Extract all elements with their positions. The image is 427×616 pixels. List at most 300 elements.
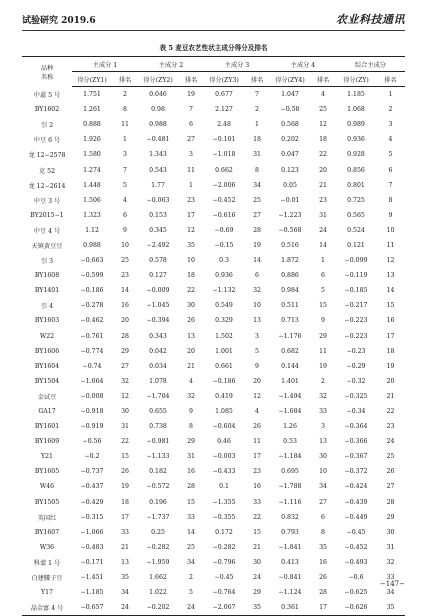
variety-header-line1: 品种: [40, 64, 54, 72]
table-cell: −0.452: [212, 196, 236, 204]
variety-name-cell: 英国红: [37, 514, 57, 522]
variety-header: [22, 57, 72, 87]
variety-name-cell: W22: [39, 332, 55, 340]
table-cell: 31: [187, 453, 195, 461]
table-cell: 35: [187, 241, 195, 249]
table-cell: 16: [386, 317, 395, 325]
table-row: [22, 525, 405, 540]
table-cell: 26: [121, 468, 129, 476]
table-cell: −0.452: [344, 543, 368, 551]
table-cell: 1.001: [215, 347, 233, 355]
table-cell: −0.572: [146, 483, 170, 491]
table-cell: −0.45: [214, 574, 234, 582]
table-cell: 21: [253, 543, 261, 551]
table-cell: 23: [121, 272, 129, 280]
table-row: [22, 193, 405, 208]
table-cell: −0.009: [146, 287, 170, 295]
variety-name-cell: 中蕊 5 号: [33, 91, 61, 99]
table-cell: −0.364: [344, 423, 368, 431]
table-cell: 1.078: [149, 377, 167, 385]
table-cell: 0.725: [347, 196, 365, 204]
variety-name-cell: 科蒙 1 号: [33, 559, 61, 567]
table-cell: 12: [386, 257, 395, 265]
table-cell: 0.988: [149, 121, 167, 129]
table-cell: −0.433: [212, 468, 236, 476]
table-cell: 34: [253, 181, 261, 189]
table-cell: −0.29: [346, 362, 366, 370]
table-cell: 0.565: [347, 211, 365, 219]
table-row: [22, 600, 405, 616]
table-row: [22, 298, 405, 313]
table-cell: 5: [321, 287, 325, 295]
variety-name-cell: BY1602: [34, 106, 60, 114]
table-cell: 0.549: [215, 302, 233, 310]
variety-name-cell: 引 4: [40, 303, 54, 311]
table-cell: −0.919: [80, 423, 104, 431]
variety-name-cell: BY1504: [34, 377, 60, 385]
table-cell: 16: [121, 302, 129, 310]
table-cell: 0.419: [215, 392, 233, 400]
table-cell: 9: [321, 317, 325, 325]
table-cell: −0.186: [212, 377, 236, 385]
table-cell: 18: [319, 136, 327, 144]
table-row: [22, 359, 405, 374]
table-cell: −0.493: [344, 558, 368, 566]
table-cell: 0.988: [83, 241, 101, 249]
table-cell: 26: [319, 574, 327, 582]
table-cell: −0.372: [344, 468, 368, 476]
table-cell: 29: [386, 513, 395, 521]
table-cell: 19: [121, 483, 129, 491]
table-cell: 30: [253, 558, 261, 566]
table-cell: 17: [253, 453, 261, 461]
table-cell: −0.45: [346, 528, 366, 536]
table-cell: 20: [319, 166, 327, 174]
sub-header: 排名: [310, 72, 336, 87]
table-row: [22, 374, 405, 389]
table-cell: 29: [253, 589, 261, 597]
variety-name-cell: BY1401: [34, 287, 60, 295]
table-cell: 30: [121, 408, 129, 416]
table-cell: 7: [255, 91, 259, 99]
variety-name-cell: 克 52: [38, 167, 56, 175]
table-cell: 10: [187, 257, 195, 265]
page-number: −147−: [379, 580, 405, 588]
page-header: [22, 10, 405, 31]
table-cell: −1.185: [80, 589, 104, 597]
table-cell: 0.042: [149, 347, 167, 355]
table-cell: 34: [187, 558, 195, 566]
table-row: [22, 238, 405, 253]
table-row: [22, 389, 405, 404]
table-cell: 35: [319, 543, 327, 551]
table-cell: 8: [189, 423, 193, 431]
table-row: [22, 419, 405, 434]
table-cell: 27: [121, 362, 129, 370]
table-cell: 12: [253, 392, 261, 400]
table-row: [22, 178, 405, 193]
table-cell: 1.068: [347, 106, 365, 114]
table-cell: −0.764: [212, 589, 236, 597]
table-cell: −0.32: [346, 377, 366, 385]
table-cell: 0.886: [281, 272, 299, 280]
variety-name-cell: BY1603: [34, 317, 60, 325]
table-cell: −1.018: [212, 151, 236, 159]
table-cell: 17: [121, 513, 129, 521]
table-cell: −2.492: [146, 241, 170, 249]
table-cell: 21: [121, 543, 129, 551]
table-cell: −1.451: [80, 574, 104, 582]
table-cell: 23: [386, 423, 395, 431]
group-header: 主成分 1: [72, 57, 138, 72]
table-cell: −0.394: [146, 317, 170, 325]
variety-name-cell: W36: [39, 543, 55, 551]
table-cell: 7: [189, 106, 193, 114]
sub-header: 排名: [376, 72, 405, 87]
table-cell: 12: [187, 226, 195, 234]
table-cell: 1.261: [83, 106, 101, 114]
table-cell: 1: [321, 257, 325, 265]
table-cell: −0.481: [146, 136, 170, 144]
table-cell: 20: [187, 347, 195, 355]
table-cell: 9: [388, 211, 393, 219]
table-cell: −0.429: [80, 498, 104, 506]
table-cell: −0.282: [212, 543, 236, 551]
table-cell: 32: [187, 392, 195, 400]
table-cell: 0.46: [217, 438, 231, 446]
table-cell: −1.176: [278, 332, 302, 340]
table-cell: 6: [321, 272, 325, 280]
table-cell: 13: [121, 558, 129, 566]
table-cell: 0.127: [149, 272, 167, 280]
table-cell: 28: [187, 483, 195, 491]
table-cell: 1: [189, 181, 193, 189]
table-cell: 19: [386, 362, 395, 370]
variety-name-cell: 中豆 4 号: [33, 227, 61, 235]
table-cell: 4: [388, 136, 393, 144]
table-cell: −0.737: [80, 468, 104, 476]
table-cell: −0.796: [212, 558, 236, 566]
table-cell: 0.153: [149, 211, 167, 219]
table-row: [22, 147, 405, 162]
table-row: [22, 313, 405, 328]
table-cell: 19: [253, 241, 261, 249]
table-cell: 32: [386, 558, 395, 566]
table-row: [22, 208, 405, 223]
table-row: [22, 329, 405, 344]
table-cell: −0.439: [344, 498, 368, 506]
table-cell: 26: [253, 423, 261, 431]
table-cell: 11: [121, 121, 129, 129]
table-cell: −0.568: [278, 226, 302, 234]
table-row: [22, 464, 405, 479]
variety-name-cell: BY1607: [34, 528, 60, 536]
variety-name-cell: GA17: [38, 408, 56, 416]
score-table: [22, 56, 405, 616]
table-cell: −0.626: [344, 604, 368, 612]
table-row: [22, 449, 405, 464]
table-cell: 1: [388, 91, 393, 99]
table-cell: −1.133: [146, 453, 170, 461]
table-cell: 0.25: [151, 528, 165, 536]
variety-name-cell: BY1608: [34, 272, 60, 280]
table-cell: 2: [189, 574, 193, 582]
table-cell: −0.449: [344, 513, 368, 521]
table-cell: 23: [187, 196, 195, 204]
table-cell: 1.506: [83, 196, 101, 204]
table-cell: −0.063: [146, 196, 170, 204]
variety-name-cell: Y17: [41, 589, 53, 597]
table-cell: −0.23: [346, 347, 366, 355]
table-cell: 0.144: [281, 362, 299, 370]
table-cell: 18: [187, 272, 195, 280]
table-cell: −1.064: [80, 377, 104, 385]
table-cell: −0.282: [146, 543, 170, 551]
sub-header: 得分(ZY): [336, 72, 376, 87]
table-cell: 27: [253, 211, 261, 219]
table-cell: 2: [255, 106, 259, 114]
variety-name-cell: BY1606: [34, 347, 60, 355]
table-cell: 3: [388, 121, 393, 129]
table-cell: 1.872: [281, 257, 299, 265]
table-cell: 0.3: [219, 257, 229, 265]
table-cell: −1.737: [146, 513, 170, 521]
table-cell: 0.345: [149, 226, 167, 234]
table-cell: 11: [319, 347, 327, 355]
table-row: [22, 87, 405, 103]
table-cell: 7: [123, 166, 127, 174]
table-cell: −0.981: [146, 438, 170, 446]
table-cell: −0.663: [80, 257, 104, 265]
variety-name-cell: 晶金富 4 号: [30, 605, 64, 613]
table-cell: −0.223: [344, 317, 368, 325]
table-cell: 1.26: [283, 423, 297, 431]
variety-header-line2: 名称: [40, 73, 54, 81]
table-cell: 11: [187, 166, 195, 174]
table-cell: 21: [319, 181, 327, 189]
table-cell: −0.599: [80, 272, 104, 280]
table-cell: 10: [253, 302, 261, 310]
table-cell: 0.655: [149, 408, 167, 416]
table-cell: 34: [121, 589, 129, 597]
table-cell: 1.662: [149, 574, 167, 582]
table-cell: −1.045: [146, 302, 170, 310]
table-row: [22, 540, 405, 555]
table-cell: 12: [319, 121, 327, 129]
table-cell: −0.315: [80, 513, 104, 521]
table-cell: 18: [253, 136, 261, 144]
table-cell: 0.182: [149, 468, 167, 476]
table-cell: 32: [121, 377, 129, 385]
table-cell: 14: [121, 287, 129, 295]
table-cell: 0.713: [281, 317, 299, 325]
table-cell: 25: [386, 453, 395, 461]
table-cell: 1.448: [83, 181, 101, 189]
table-cell: 28: [319, 589, 327, 597]
table-cell: 22: [319, 151, 327, 159]
table-cell: −0.171: [80, 558, 104, 566]
table-cell: 25: [253, 196, 261, 204]
table-cell: 9: [123, 226, 127, 234]
table-cell: 13: [253, 317, 261, 325]
table-cell: 10: [121, 241, 129, 249]
table-cell: 10: [386, 226, 395, 234]
table-cell: 4: [123, 196, 127, 204]
table-cell: 33: [187, 513, 195, 521]
table-cell: 14: [253, 257, 261, 265]
table-cell: 22: [121, 438, 129, 446]
table-cell: 5: [388, 151, 393, 159]
table-cell: 17: [187, 211, 195, 219]
table-cell: 4: [321, 91, 325, 99]
table-cell: 0.196: [149, 498, 167, 506]
table-cell: 20: [253, 377, 261, 385]
table-cell: 29: [319, 332, 327, 340]
table-cell: 0.989: [347, 121, 365, 129]
table-cell: 26: [386, 468, 395, 476]
table-cell: 32: [253, 287, 261, 295]
table-cell: 28: [121, 332, 129, 340]
sub-header: 得分(ZY2): [138, 72, 178, 87]
table-cell: −0.34: [346, 408, 366, 416]
table-cell: 15: [386, 302, 395, 310]
table-cell: −2.067: [212, 604, 236, 612]
table-cell: 24: [253, 574, 261, 582]
table-row: [22, 434, 405, 449]
table-cell: −0.657: [80, 604, 104, 612]
table-cell: 4: [255, 408, 259, 416]
table-cell: −0.325: [344, 392, 368, 400]
table-cell: 15: [319, 302, 327, 310]
table-cell: 12: [121, 392, 129, 400]
table-cell: 30: [187, 302, 195, 310]
table-cell: 1.047: [281, 91, 299, 99]
table-row: [22, 117, 405, 132]
table-cell: 13: [386, 272, 395, 280]
variety-name-cell: 天镇黄豆豆: [31, 242, 63, 250]
table-cell: 8: [123, 106, 127, 114]
table-cell: 0.936: [347, 136, 365, 144]
table-cell: −1.494: [278, 392, 302, 400]
table-cell: 13: [187, 332, 195, 340]
table-cell: 0.034: [149, 362, 167, 370]
table-cell: 0.123: [281, 166, 299, 174]
table-cell: −0.437: [80, 483, 104, 491]
sub-header: 得分(ZY1): [72, 72, 112, 87]
table-cell: 1.926: [83, 136, 101, 144]
table-cell: 15: [253, 528, 261, 536]
variety-name-cell: 龙 12−2614: [28, 182, 66, 190]
table-cell: 33: [121, 528, 129, 536]
table-cell: −0.185: [344, 287, 368, 295]
table-cell: 10: [319, 468, 327, 476]
table-cell: 1.502: [215, 332, 233, 340]
table-cell: 0.568: [281, 121, 299, 129]
table-cell: 23: [253, 468, 261, 476]
table-cell: 33: [319, 408, 327, 416]
table-cell: 0.361: [281, 604, 299, 612]
table-cell: −0.008: [80, 392, 104, 400]
sub-header: 排名: [178, 72, 204, 87]
table-row: [22, 223, 405, 238]
table-cell: 1.022: [149, 589, 167, 597]
table-cell: 2: [388, 106, 393, 114]
table-row: [22, 510, 405, 525]
table-cell: 1.401: [281, 377, 299, 385]
table-cell: 25: [187, 543, 195, 551]
table-cell: 0.046: [149, 91, 167, 99]
table-cell: 3: [189, 151, 193, 159]
table-cell: 14: [187, 528, 195, 536]
table-cell: 0.928: [347, 151, 365, 159]
table-cell: 0.05: [283, 181, 297, 189]
table-cell: 28: [253, 226, 261, 234]
table-cell: −1.066: [80, 528, 104, 536]
variety-name-cell: Y21: [41, 453, 53, 461]
table-cell: 31: [319, 211, 327, 219]
table-cell: 20: [386, 377, 395, 385]
table-cell: 1.580: [83, 151, 101, 159]
table-cell: 32: [319, 392, 327, 400]
table-cell: 1.751: [83, 91, 101, 99]
table-caption: 表 5 麦豆农艺性状主成分得分及排名: [159, 44, 268, 52]
table-cell: 0.524: [347, 226, 365, 234]
table-cell: 23: [319, 196, 327, 204]
table-body: [22, 87, 405, 616]
table-cell: 24: [121, 604, 129, 612]
table-cell: −1.841: [278, 543, 302, 551]
table-cell: −0.483: [80, 543, 104, 551]
journal-logo: 农业科技通讯: [336, 13, 405, 26]
group-header: 主成分 4: [270, 57, 336, 72]
table-cell: 34: [386, 589, 395, 597]
variety-name-cell: BY1609: [34, 438, 60, 446]
sub-header: 得分(ZY3): [204, 72, 244, 87]
table-cell: 1.12: [85, 226, 99, 234]
table-cell: 0.511: [281, 302, 299, 310]
table-cell: −0.2: [84, 453, 100, 461]
table-cell: −0.774: [80, 347, 104, 355]
table-cell: 6: [123, 211, 127, 219]
group-header: 主成分 2: [138, 57, 204, 72]
table-cell: 1.343: [149, 151, 167, 159]
table-cell: −1.223: [278, 211, 302, 219]
table-cell: −1.116: [278, 498, 302, 506]
table-cell: 0.516: [281, 241, 299, 249]
table-cell: −0.01: [280, 196, 300, 204]
table-cell: 18: [121, 498, 129, 506]
table-cell: 35: [121, 574, 129, 582]
table-cell: 6: [255, 272, 259, 280]
table-cell: −0.355: [212, 513, 236, 521]
table-row: [22, 404, 405, 419]
table-cell: 1.274: [83, 166, 101, 174]
table-cell: −0.58: [280, 106, 300, 114]
table-cell: 1: [255, 121, 259, 129]
table-cell: 8: [388, 196, 393, 204]
table-cell: −1.184: [278, 453, 302, 461]
table-cell: −0.604: [212, 423, 236, 431]
table-cell: 0.329: [215, 317, 233, 325]
table-cell: 1.77: [151, 181, 165, 189]
table-cell: 21: [386, 392, 395, 400]
table-row: [22, 344, 405, 359]
variety-name-cell: BY2015−1: [30, 211, 64, 219]
table-cell: 31: [121, 423, 129, 431]
table-cell: 29: [187, 438, 195, 446]
variety-name-cell: BY1505: [34, 498, 60, 506]
table-cell: −1.704: [146, 392, 170, 400]
